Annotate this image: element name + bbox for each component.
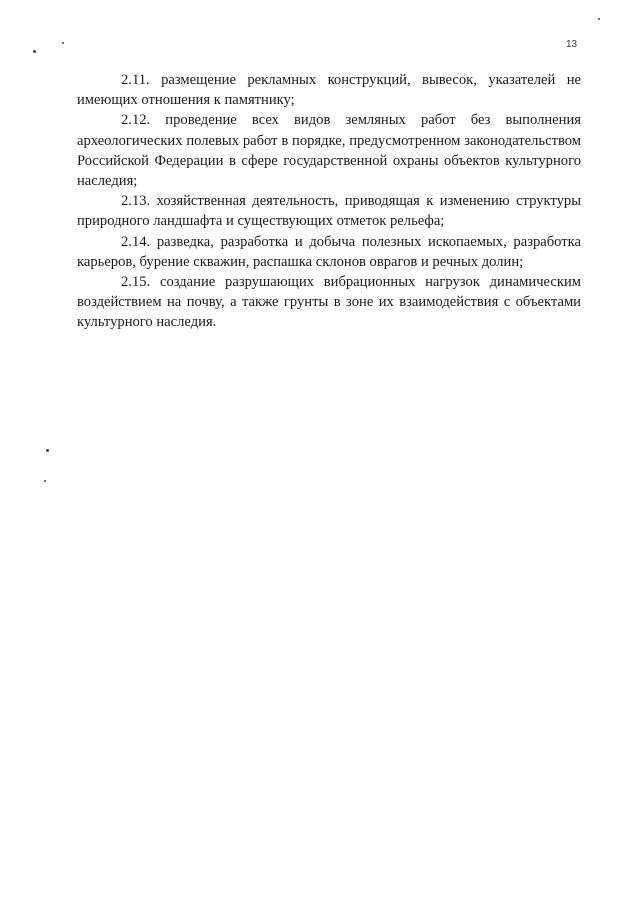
scan-speck: [46, 449, 49, 452]
clause-2-12: 2.12. проведение всех видов земляных работ без выполнения археологических полевых работ в порядке, предусмотренном законодательством Российской Федерации в сфере государственной охраны объектов культурного наследия;: [77, 112, 581, 190]
clause-2-15: 2.15. создание разрушающих вибрационных нагрузок динамическим воздействием на почву, а также грунты в зоне их взаимодействия с объектами культурного наследия.: [77, 274, 581, 331]
clause-2-13: 2.13. хозяйственная деятельность, приводящая к изменению структуры природного ландшафта и существующих отметок рельефа;: [77, 193, 581, 230]
scan-speck: [62, 42, 64, 44]
page-number: 13: [566, 39, 578, 50]
clause-2-14: 2.14. разведка, разработка и добыча полезных ископаемых, разработка карьеров, бурение скважин, распашка склонов оврагов и речных долин;: [77, 233, 581, 270]
clause-2-11: 2.11. размещение рекламных конструкций, вывесок, указателей не имеющих отношения к памятнику;: [77, 72, 581, 109]
scan-speck: [44, 480, 46, 482]
scan-speck: [598, 18, 600, 20]
document-body: [77, 70, 581, 333]
scan-speck: [33, 50, 36, 53]
